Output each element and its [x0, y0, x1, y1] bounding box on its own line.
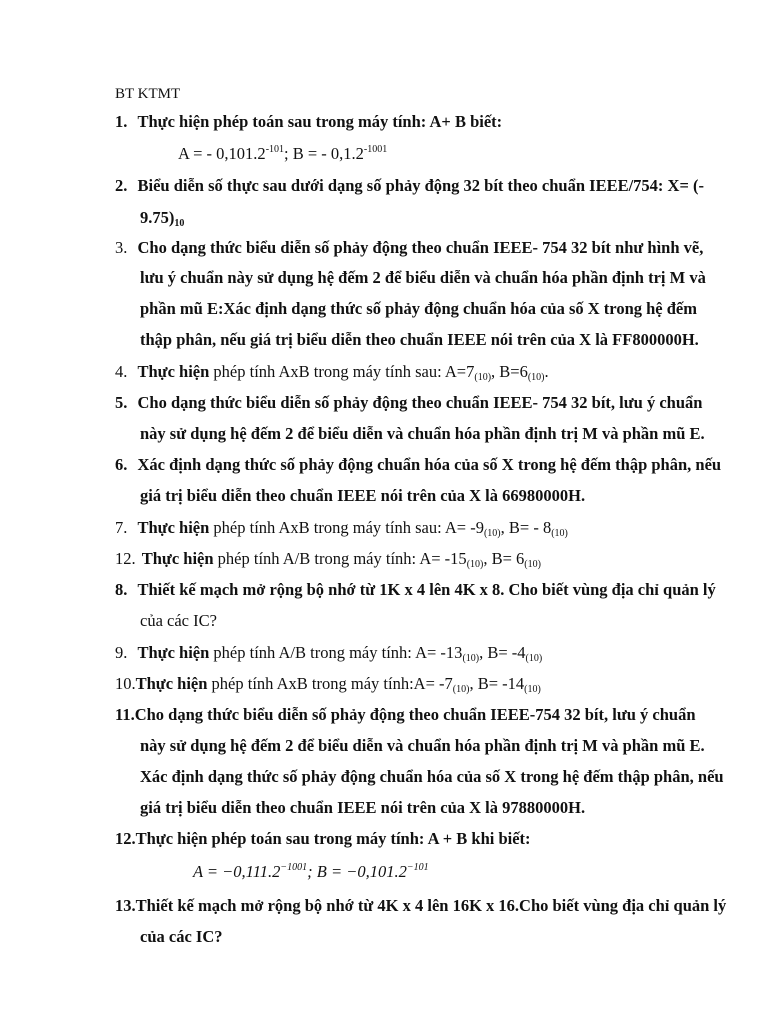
formula-b: B = −0,101.2 — [316, 862, 407, 881]
formula-separator: ; — [307, 862, 317, 881]
question-8 — [115, 580, 716, 600]
question-text-mid: , B= - 8 — [500, 518, 552, 537]
subscript-1: (10) — [452, 684, 470, 695]
subscript-1: (10) — [483, 528, 501, 539]
question-verb: Thực hiện — [137, 518, 210, 537]
formula-b-exponent: −101 — [406, 862, 429, 873]
question-text-end: . — [544, 362, 549, 381]
number-base: 10 — [174, 218, 185, 229]
question-number: 6. — [115, 455, 128, 474]
question-text-line-1: Thiết kế mạch mở rộng bộ nhớ từ 4K x 4 lên 16K x 16.Cho biết vùng địa chỉ quản lý — [135, 896, 727, 915]
question-number: 12. — [115, 549, 136, 568]
question-3-line-4: thập phân, nếu giá trị biểu diễn theo chuẩn IEEE nói trên của X là FF800000H. — [140, 330, 699, 349]
question-13-line-2: của các IC? — [140, 927, 223, 946]
question-number: 13. — [115, 896, 136, 915]
subscript-2: (10) — [525, 653, 543, 664]
question-12-b-formula — [193, 862, 429, 882]
subscript-1: (10) — [474, 372, 492, 383]
question-text-line-1: Cho dạng thức biểu diễn số phảy động theo chuẩn IEEE- 754 32 bít, lưu ý chuẩn — [137, 393, 703, 412]
question-verb: Thực hiện — [137, 362, 210, 381]
formula-a-exponent: -101 — [265, 144, 285, 155]
question-10 — [115, 674, 541, 694]
question-verb: Thực hiện — [141, 549, 214, 568]
formula-separator: ; B = - 0,1.2 — [284, 144, 364, 163]
question-11-line-2: này sử dụng hệ đếm 2 để biểu diễn và chuẩn hóa phần định trị M và phần mũ E. — [140, 736, 705, 755]
subscript-2: (10) — [524, 684, 541, 695]
question-text: phép tính AxB trong máy tính sau: A= -9 — [209, 518, 484, 537]
question-number: 11. — [115, 705, 135, 724]
subscript-2: (10) — [527, 372, 545, 383]
formula-a: A = - 0,101.2 — [178, 144, 266, 163]
question-text-line-1: Thiết kế mạch mở rộng bộ nhớ từ 1K x 4 lên 4K x 8. Cho biết vùng địa chỉ quản lý — [137, 580, 716, 599]
question-text-mid: , B=6 — [491, 362, 528, 381]
subscript-1: (10) — [462, 653, 480, 664]
question-1-formula — [178, 144, 387, 164]
question-text-line-1: Cho dạng thức biểu diễn số phảy động theo chuẩn IEEE- 754 32 bít như hình vẽ, — [137, 238, 704, 257]
question-2-line-2 — [140, 208, 184, 228]
question-number: 3. — [115, 238, 128, 257]
question-7 — [115, 518, 568, 538]
question-5 — [115, 393, 702, 413]
formula-a-exponent: −1001 — [280, 862, 308, 873]
question-11-line-3: Xác định dạng thức số phảy động chuẩn hóa của số X trong hệ đếm thập phân, nếu — [140, 767, 724, 786]
question-number: 12. — [115, 829, 136, 848]
question-9 — [115, 643, 542, 663]
question-text: Thực hiện phép toán sau trong máy tính: A+ B biết: — [137, 112, 503, 131]
question-number: 8. — [115, 580, 128, 599]
question-number: 4. — [115, 362, 128, 381]
question-11-line-4: giá trị biểu diễn theo chuẩn IEEE nói trên của X là 97880000H. — [140, 798, 586, 817]
question-12-b — [115, 829, 531, 849]
question-text: phép tính AxB trong máy tính sau: A=7 — [209, 362, 475, 381]
formula-b-exponent: -1001 — [363, 144, 388, 155]
question-text-line-1: Xác định dạng thức số phảy động chuẩn hóa của số X trong hệ đếm thập phân, nếu — [137, 455, 722, 474]
question-4 — [115, 362, 549, 382]
question-number: 1. — [115, 112, 128, 131]
question-number: 7. — [115, 518, 128, 537]
question-text-mid: , B= 6 — [483, 549, 525, 568]
question-11 — [115, 705, 696, 725]
question-text: Thực hiện phép toán sau trong máy tính: A + B khi biết: — [135, 829, 531, 848]
formula-a: A = −0,111.2 — [193, 862, 281, 881]
question-3-line-2: lưu ý chuẩn này sử dụng hệ đếm 2 để biểu diễn và chuẩn hóa phần định trị M và — [140, 268, 706, 287]
question-12-a — [115, 549, 541, 569]
question-number: 9. — [115, 643, 128, 662]
question-text: phép tính A/B trong máy tính: A= -15 — [213, 549, 467, 568]
question-text: phép tính AxB trong máy tính:A= -7 — [207, 674, 453, 693]
question-text-line-2: 9.75) — [140, 208, 175, 227]
question-number: 5. — [115, 393, 128, 412]
question-verb: Thực hiện — [135, 674, 208, 693]
question-8-line-2: của các IC? — [140, 611, 217, 630]
question-number: 10. — [115, 674, 136, 693]
question-text-mid: , B= -14 — [469, 674, 525, 693]
question-text-line-1: Cho dạng thức biểu diễn số phảy động theo chuẩn IEEE-754 32 bít, lưu ý chuẩn — [134, 705, 696, 724]
question-5-line-2: này sử dụng hệ đếm 2 để biểu diễn và chuẩn hóa phần định trị M và phần mũ E. — [140, 424, 705, 443]
question-3-line-3: phần mũ E:Xác định dạng thức số phảy động chuẩn hóa của số X trong hệ đếm — [140, 299, 697, 318]
question-text-line-1: Biểu diễn số thực sau dưới dạng số phảy động 32 bít theo chuẩn IEEE/754: X= (- — [137, 176, 704, 195]
subscript-2: (10) — [551, 528, 568, 539]
question-13 — [115, 896, 726, 916]
question-3 — [115, 238, 703, 258]
question-text-mid: , B= -4 — [479, 643, 526, 662]
question-6 — [115, 455, 721, 475]
question-number: 2. — [115, 176, 128, 195]
question-1 — [115, 112, 502, 132]
document-title: BT KTMT — [115, 86, 181, 102]
question-text: phép tính A/B trong máy tính: A= -13 — [209, 643, 463, 662]
question-2 — [115, 176, 704, 196]
question-verb: Thực hiện — [137, 643, 210, 662]
question-6-line-2: giá trị biểu diễn theo chuẩn IEEE nói trên của X là 66980000H. — [140, 486, 586, 505]
subscript-2: (10) — [524, 559, 541, 570]
subscript-1: (10) — [466, 559, 484, 570]
